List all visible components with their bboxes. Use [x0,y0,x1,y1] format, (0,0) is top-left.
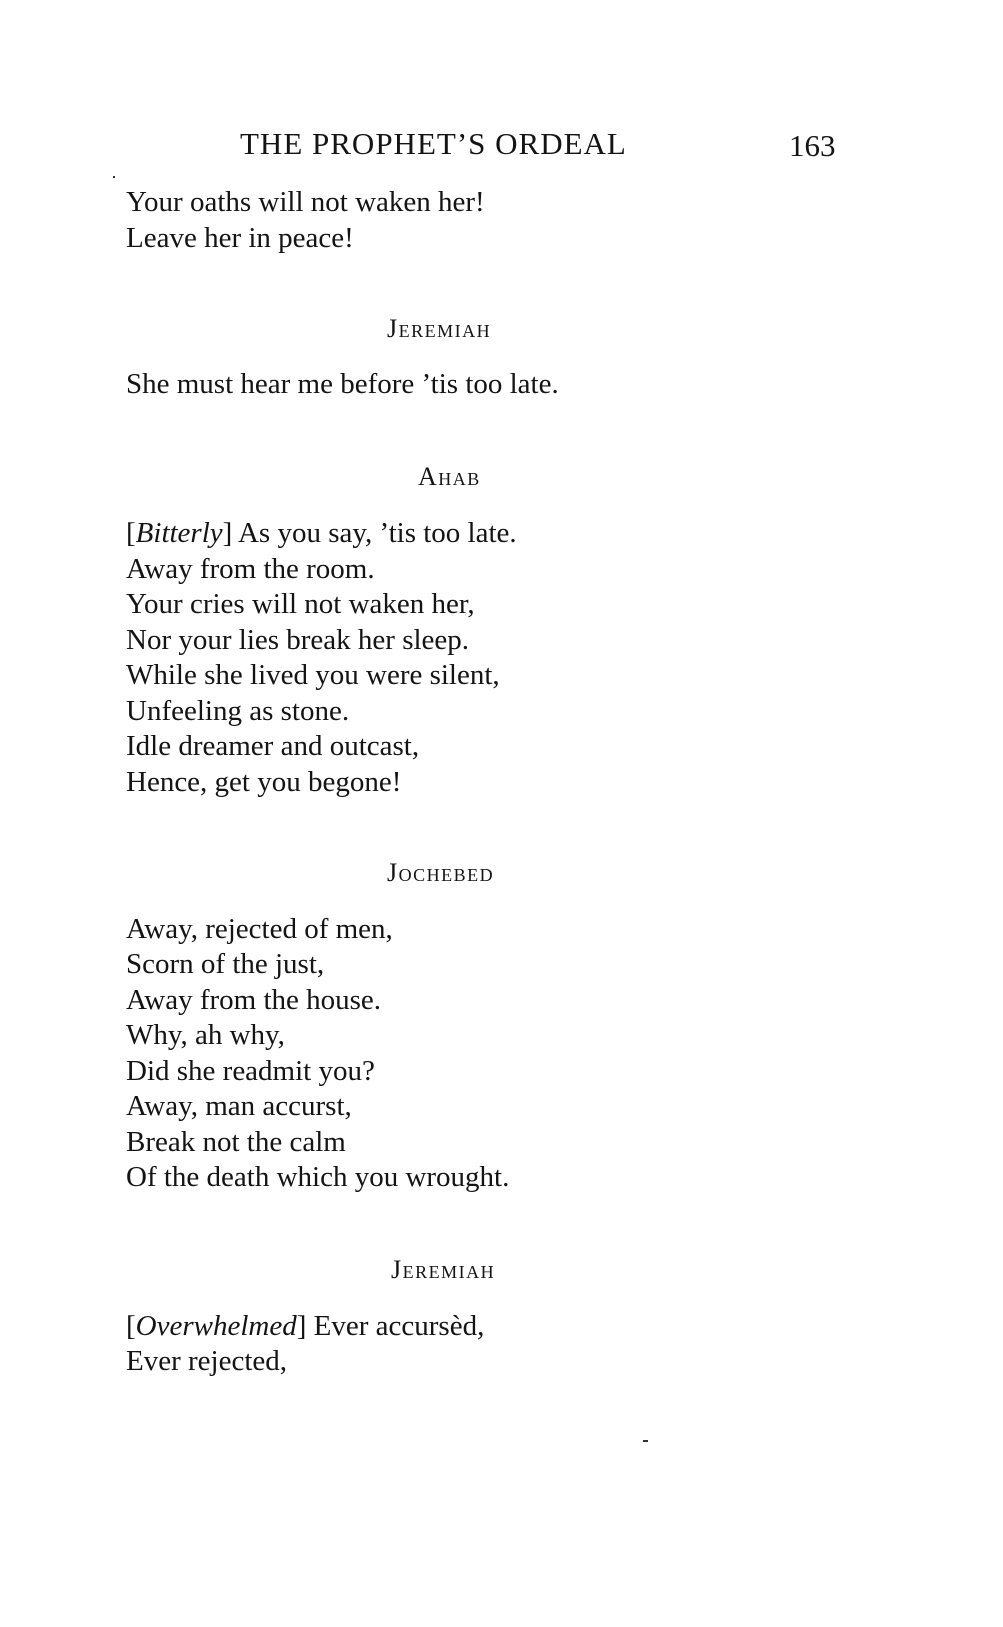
print-speck [643,1440,648,1442]
verse-line: While she lived you were silent, [126,659,500,691]
verse-line-text: Ever accursèd, [313,1310,485,1342]
verse-line: Leave her in peace! [126,222,354,254]
verse-line: [Overwhelmed] Ever accursèd, [126,1310,485,1342]
stage-direction: Overwhelmed [135,1310,297,1342]
print-speck [113,176,115,178]
verse-line: Away, man accurst, [126,1090,352,1122]
verse-line: Away, rejected of men, [126,913,393,945]
verse-line: Away from the house. [126,984,382,1016]
verse-line: Nor your lies break her sleep. [126,624,470,656]
speaker-name: Ahab [418,462,481,491]
stage-direction: Bitterly [135,517,223,549]
verse-line: Of the death which you wrought. [126,1161,510,1193]
page-number: 163 [789,128,836,163]
verse-line-text: As you say, ’tis too late. [237,517,517,549]
verse-line: Your oaths will not waken her! [126,186,485,218]
verse-line: Break not the calm [126,1126,346,1158]
verse-line: Why, ah why, [126,1019,285,1051]
speaker-name: Jeremiah [391,1255,496,1284]
verse-line: Scorn of the just, [126,948,325,980]
verse-line: Away from the room. [126,553,375,585]
speaker-name: Jeremiah [387,314,492,343]
verse-line: Did she readmit you? [126,1055,375,1087]
verse-line: Ever rejected, [126,1345,288,1377]
verse-line: Unfeeling as stone. [126,695,350,727]
verse-line: She must hear me before ’tis too late. [126,368,559,400]
verse-line: Idle dreamer and outcast, [126,730,420,762]
speaker-name: Jochebed [387,858,495,887]
verse-line: [Bitterly] As you say, ’tis too late. [126,517,517,549]
verse-line: Hence, get you begone! [126,766,402,798]
running-title: THE PROPHET’S ORDEAL [240,126,627,161]
verse-line: Your cries will not waken her, [126,588,475,620]
